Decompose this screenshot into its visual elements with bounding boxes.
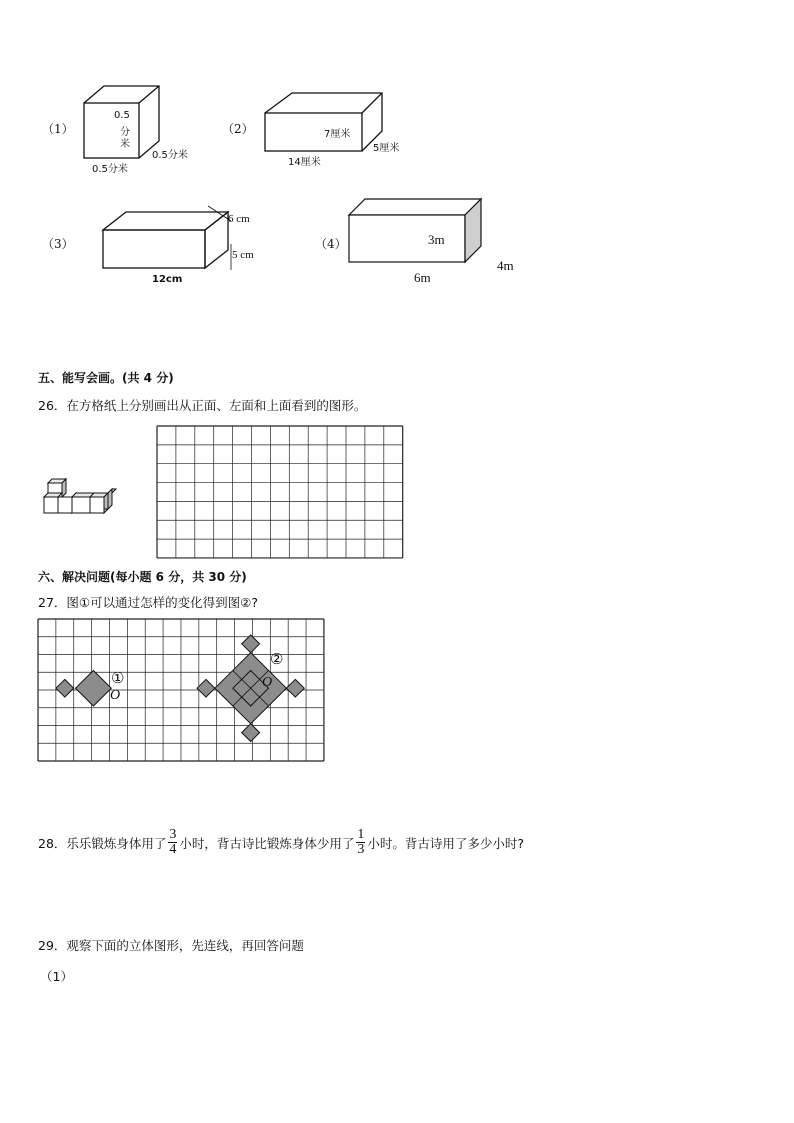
figure-1-width: 0.5分米 <box>92 164 128 175</box>
grid-q27 <box>38 619 324 761</box>
figure-1-depth: 0.5分米 <box>152 150 188 161</box>
fraction-2-numerator: 1 <box>357 827 365 842</box>
figure-2-mark: ② <box>270 652 284 668</box>
shape-2-bottom-diamond <box>242 724 260 742</box>
fraction-three-quarters <box>168 828 177 857</box>
question-29-sub-1: （1） <box>40 969 73 984</box>
figure-2-width: 14厘米 <box>288 157 321 168</box>
figure-3-width: 12cm <box>152 274 183 285</box>
question-26-text: 26．在方格纸上分别画出从正面、左面和上面看到的图形。 <box>38 398 367 413</box>
shape-2-top-diamond <box>242 635 260 653</box>
section-6-title: 六、解决问题(每小题 6 分，共 30 分) <box>38 570 247 584</box>
grid-paper-q26[interactable] <box>157 426 403 558</box>
figure-3-height: 5 cm <box>232 249 254 261</box>
question-27-text: 27．图①可以通过怎样的变化得到图②? <box>38 595 258 610</box>
figure-1-mark: ① <box>111 671 125 687</box>
shape-1-large-diamond <box>76 671 112 707</box>
section-5-title: 五、能写会画。(共 4 分) <box>38 371 174 385</box>
figure-2-depth: 5厘米 <box>373 143 400 154</box>
point-o-figure-2: O <box>262 675 273 690</box>
shape-1-small-diamond <box>56 679 74 697</box>
question-28-middle: 小时，背古诗比锻炼身体少用了 <box>179 835 355 851</box>
figure-2-label: （2） <box>222 122 254 136</box>
question-28-prefix: 28．乐乐锻炼身体用了 <box>38 835 167 851</box>
figure-4-width: 6m <box>414 270 431 285</box>
fraction-1-numerator: 3 <box>169 827 177 842</box>
figure-4-height: 3m <box>428 232 445 247</box>
question-28 <box>38 828 524 857</box>
figure-1-label: （1） <box>42 122 74 136</box>
shape-2-left-diamond <box>197 679 215 697</box>
figure-3-label: （3） <box>42 237 74 251</box>
shape-2-right-diamond <box>286 679 304 697</box>
figure-4-label: （4） <box>315 237 347 251</box>
figure-2-height: 7厘米 <box>324 129 351 140</box>
fraction-1-denominator: 4 <box>169 842 177 857</box>
point-o-figure-1: O <box>110 688 121 703</box>
fraction-2-denominator: 3 <box>357 842 365 857</box>
figure-1-height-unit1: 分 <box>120 127 130 138</box>
figure-3-depth: 6 cm <box>228 213 250 225</box>
figure-1-height-unit2: 米 <box>120 139 130 150</box>
fraction-one-third <box>356 828 365 857</box>
figure-4-depth: 4m <box>497 258 514 273</box>
question-29-text: 29．观察下面的立体图形，先连线，再回答问题 <box>38 938 304 953</box>
figure-1-height: 0.5 <box>114 110 130 121</box>
question-28-suffix: 小时。背古诗用了多少小时? <box>367 835 525 851</box>
